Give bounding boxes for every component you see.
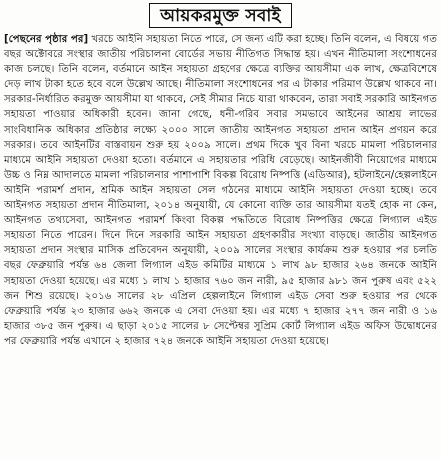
headline-container	[4, 3, 437, 28]
article-paragraph	[4, 32, 437, 349]
article-text: খরচে আইনি সহায়তা নিতে পারে, সে জন্য এটি করা হচ্ছে। তিনি বলেন, এ বিষয়ে গত বছর অক্টোবরে সংস্থার জাতীয় পরিচালনা বোর্ডের সভায় নীতিগত সিদ্ধান্ত হয়। এখন নীতিমালা সংশোধনের কাজ চলছে। তিনি বলেন, বর্তমানে আইন সহায়তা গ্রহণের ক্ষেত্রে ব্যক্তির আয়সীমা এক লাখ, ক্ষেত্রবিশেষে দেড় লাখ টাকা হতে হবে বলে উল্লেখ আছে। নীতিমালা সংশোধনের পর এ টাকার পরিমাণ উল্লেখ থাকবে না। সরকার-নির্ধারিত করমুক্ত আয়সীমা যা থাকবে, সেই সীমার নিচে যারা থাকবেন, তারা সবাই সরকারি আইনগত সহায়তা পাওয়ার অধিকারী হবেন। জানা গেছে, ধনী-গরিব সবার সমভাবে আইনের আশ্রয় লাভের সাংবিধানিক অধিকার প্রতিষ্ঠার লক্ষ্যে ২০০০ সালে জাতীয় আইনগত সহায়তা প্রদান আইন প্রণয়ন করে সরকার। তবে আইনটির বাস্তবায়ন শুরু হয় ২০০৯ সালে। প্রথম দিকে খুব বিনা খরচে মামলা পরিচালনার মাধ্যমে আইনি সহায়তা দেওয়া হতো। বর্তমানে এ সহায়তার পরিধি বেড়েছে। আইনজীবী নিয়োগের মাধ্যমে উচ্চ ও নিম্ন আদালতে মামলা পরিচালনার পাশাপাশি বিকল্প বিরোধ নিষ্পত্তি (এডিআর), হটলাইনে/হেল্পলাইনে আইনি পরামর্শ প্রদান, শ্রমিক আইন সহায়তা সেল গঠনের মাধ্যমে আইনি সহায়তা দেওয়া হচ্ছে। তবে আইনগত সহায়তা প্রদান নীতিমালা, ২০১৪ অনুযায়ী, যে কোনো ব্যক্তি তার আয়সীমা যতই হোক না কেন, আইনগত তথ্যসেবা, আইনগত পরামর্শ কিংবা বিকল্প পদ্ধতিতে বিরোধ নিষ্পত্তির ক্ষেত্রে লিগ্যাল এইড সহায়তা নিতে পারেন। দিনে দিনে সরকারি আইন সহায়তা গ্রহণকারীর সংখ্যা বাড়ছে। জাতীয় আইনগত সহায়তা প্রদান সংস্থার মাসিক প্রতিবেদন অনুযায়ী, ২০০৯ সালের সংস্থার কার্যক্রম শুরু হওয়ার পর চলতি বছর ফেব্রুয়ারি পর্যন্ত ৬৪ জেলা লিগ্যাল এইড কমিটির মাধ্যমে ১ লাখ ৯৮ হাজার ২৬৪ জনকে আইনি সহায়তা দেওয়া হয়েছে। এর মধ্যে ১ লাখ ১ হাজার ৭৬০ জন নারী, ৯৫ হাজার ৯৮১ জন পুরুষ এবং ৫২২ জন শিশু রয়েছে। ২০১৬ সালের ২৮ এপ্রিল হেল্পলাইনে লিগ্যাল এইড সেবা শুরু হওয়ার পর থেকে ফেব্রুয়ারি পর্যন্ত ২৩ হাজার ৬৬২ জনকে এ সেবা দেওয়া হয়। এর মধ্যে ৭ হাজার ২৭৭ জন নারী ও ১৬ হাজার ৩৮৫ জন পুরুষ। এ ছাড়া ২০১৫ সালের ৮ সেপ্টেম্বর সুপ্রিম কোর্ট লিগ্যাল এইড অফিস উদ্বোধনের পর ফেব্রুয়ারি পর্যন্ত এখানে ২ হাজার ৭২৪ জনকে আইনি সহায়তা দেওয়া হয়েছে।	[4, 34, 437, 347]
headline: আয়করমুক্ত সবাই	[149, 3, 291, 28]
continuation-label: [পেছনের পৃষ্ঠার পর]	[4, 34, 89, 45]
article-body	[4, 32, 437, 349]
